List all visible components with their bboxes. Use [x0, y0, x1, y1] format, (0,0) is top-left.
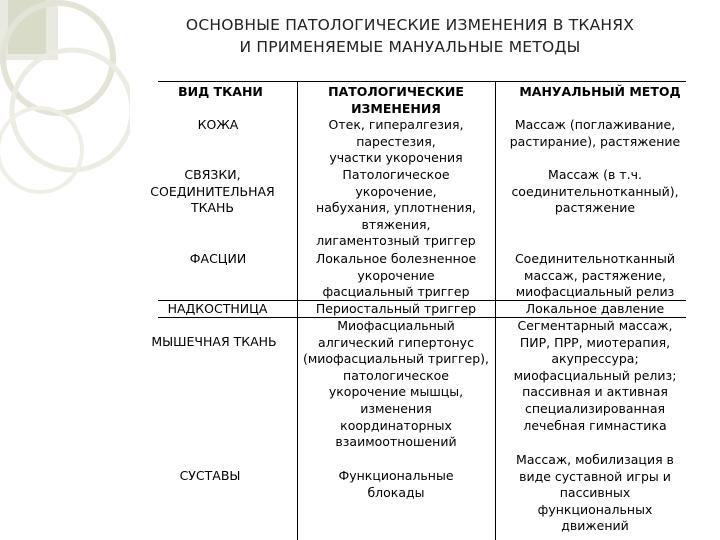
cell-line: алгический гипертонус: [318, 334, 474, 350]
cell-line: СУСТАВЫ: [179, 468, 241, 483]
cell-line: блокады: [367, 484, 425, 500]
cell-line: втяжения,: [361, 216, 431, 232]
row-periosteum-changes: [297, 301, 495, 318]
cell-line: функциональных: [537, 501, 653, 517]
cell-line: виде суставной игры и: [519, 468, 671, 484]
cell-line: укорочение,: [355, 183, 437, 199]
row-skin-tissue: [158, 117, 278, 134]
cell-line: (миофасциальный триггер),: [302, 351, 490, 367]
title-line-1: ОСНОВНЫЕ ПАТОЛОГИЧЕСКИЕ ИЗМЕНЕНИЯ В ТКАНЯХ: [185, 16, 635, 34]
cell-line: укорочение: [357, 267, 435, 283]
cell-line: Миофасциальный: [337, 318, 455, 333]
title-line-2: И ПРИМЕНЯЕМЫЕ МАНУАЛЬНЫЕ МЕТОДЫ: [239, 38, 581, 56]
cell-line: набухания, уплотнения,: [316, 200, 476, 216]
cell-line: ФАСЦИИ: [189, 251, 247, 266]
cell-line: укорочение мышцы,: [328, 384, 464, 400]
cell-line: ТКАНЬ: [190, 200, 235, 216]
row-ligaments-changes: [297, 167, 495, 250]
cell-line: Функциональные: [338, 468, 454, 483]
row-joints-method: [495, 452, 695, 535]
cell-line: Массаж (в т.ч.: [548, 167, 642, 182]
cell-line: НАДКОСТНИЦА: [167, 301, 268, 316]
cell-line: движений: [561, 518, 629, 534]
cell-line: ПИР, ПРР, миотерапия,: [519, 334, 671, 350]
row-skin-method: [495, 117, 695, 150]
cell-line: участки укорочения: [329, 150, 463, 166]
cell-line: растяжение: [554, 200, 636, 216]
cell-line: патологическое: [343, 367, 449, 383]
cell-line: лигаментозный триггер: [316, 233, 476, 249]
row-fascia-changes: [297, 251, 495, 301]
row-skin-changes: [297, 117, 495, 167]
cell-line: МЫШЕЧНАЯ ТКАНЬ: [151, 334, 277, 349]
cell-line: растирание), растяжение: [509, 133, 681, 149]
page-title: [110, 14, 710, 58]
row-muscle-changes: [297, 318, 495, 451]
cell-line: пассивная и активная: [522, 384, 668, 400]
header-changes: [297, 84, 495, 117]
cell-line: Массаж (поглаживание,: [514, 117, 676, 132]
row-joints-changes: [297, 468, 495, 501]
cell-line: СОЕДИНИТЕЛЬНАЯ: [150, 183, 275, 199]
row-periosteum-method: [495, 301, 695, 318]
header-changes-line: ПАТОЛОГИЧЕСКИЕ: [328, 84, 464, 99]
row-fascia-method: [495, 251, 695, 301]
cell-line: КОЖА: [197, 117, 239, 132]
row-joints-tissue: [150, 468, 270, 485]
header-method: МАНУАЛЬНЫЙ МЕТОД: [519, 84, 681, 99]
cell-line: соединительнотканный),: [511, 183, 679, 199]
cell-line: Периостальный триггер: [315, 301, 477, 316]
cell-line: лечебная гимнастика: [523, 417, 667, 433]
cell-line: миофасциальный релиз: [515, 284, 675, 300]
header-changes-line: ИЗМЕНЕНИЯ: [351, 100, 441, 116]
cell-line: фасциальный триггер: [322, 284, 470, 300]
row-fascia-tissue: [158, 251, 278, 268]
cell-line: пассивных: [559, 485, 631, 501]
row-ligaments-method: [495, 167, 695, 217]
cell-line: миофасциальный релиз;: [513, 367, 677, 383]
cell-line: Локальное давление: [525, 301, 665, 316]
cell-line: специализированная: [524, 400, 666, 416]
cell-line: Сегментарный массаж,: [517, 318, 673, 333]
cell-line: Локальное болезненное: [315, 251, 477, 266]
cell-line: координаторных: [340, 417, 452, 433]
cell-line: Массаж, мобилизация в: [516, 452, 674, 467]
cell-line: акупрессура;: [551, 351, 639, 367]
cell-line: взаимоотношений: [335, 434, 457, 450]
cell-line: массаж, растяжение,: [524, 267, 666, 283]
cell-line: Соединительнотканный: [514, 251, 676, 266]
cell-line: парестезия,: [356, 133, 436, 149]
row-periosteum-tissue: [150, 301, 285, 318]
cell-line: Отек, гипералгезия,: [328, 117, 464, 132]
cell-line: изменения: [360, 400, 432, 416]
cell-line: СВЯЗКИ,: [184, 167, 241, 182]
table-top-border: [158, 81, 686, 82]
row-muscle-method: [495, 318, 695, 434]
row-muscle-tissue: [140, 334, 288, 351]
header-tissue: ВИД ТКАНИ: [178, 84, 263, 99]
row-ligaments-tissue: [140, 167, 285, 217]
cell-line: Патологическое: [342, 167, 450, 182]
